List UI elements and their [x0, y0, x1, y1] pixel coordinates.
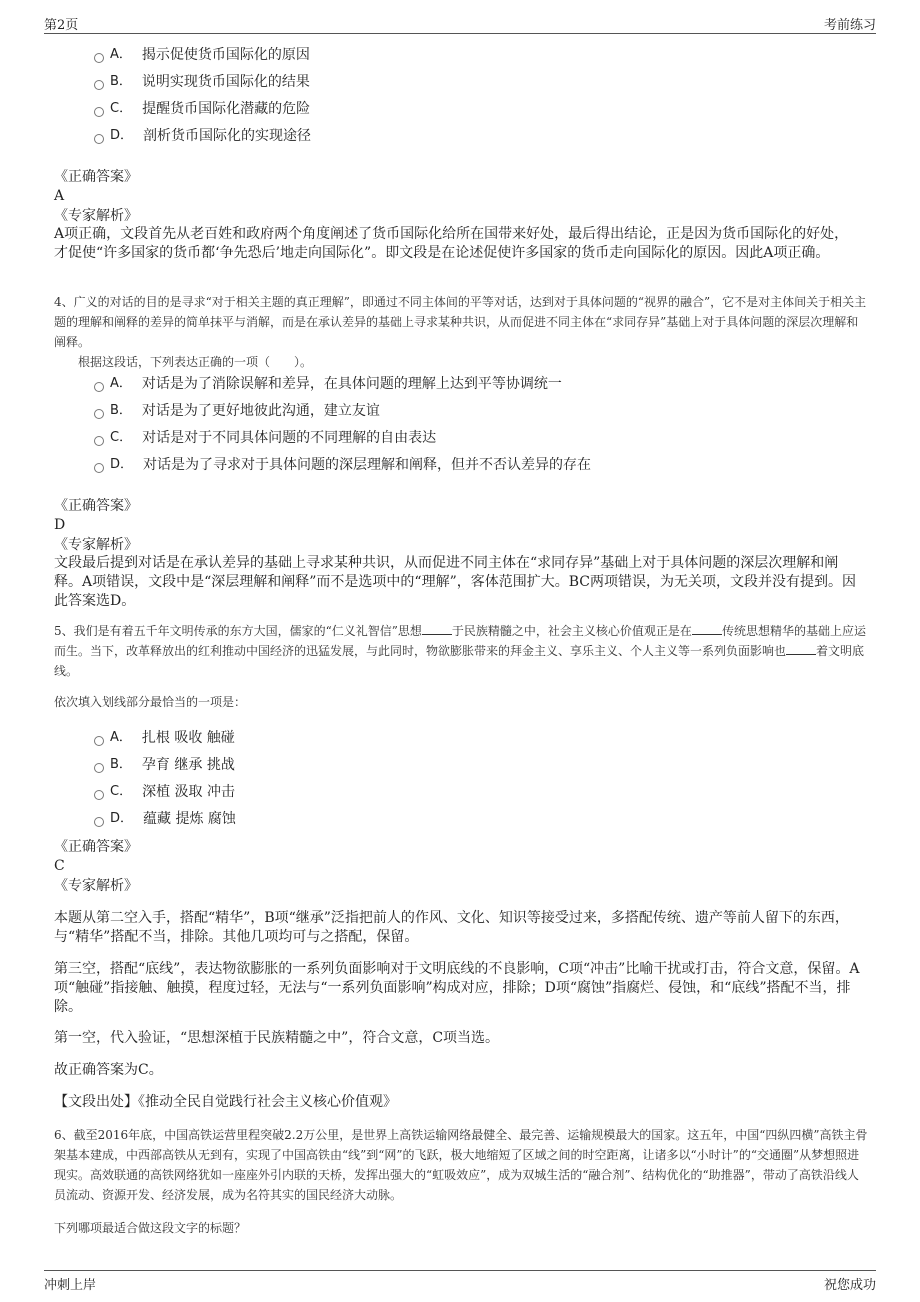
analysis-label: 《专家解析》: [54, 878, 138, 894]
footer-right: 祝您成功: [823, 1278, 876, 1293]
analysis-paragraph: 故正确答案为C。: [54, 1062, 163, 1078]
radio-icon[interactable]: [94, 409, 104, 419]
radio-icon[interactable]: [94, 790, 104, 800]
answer-label: 《正确答案》: [54, 839, 138, 855]
source-note: 【文段出处】《推动全民自觉践行社会主义核心价值观》: [54, 1094, 397, 1110]
option-c[interactable]: C． 深植 汲取 冲击: [94, 783, 235, 801]
answer-label: 《正确答案》: [54, 169, 138, 185]
analysis-paragraph: 本题从第二空入手，搭配“精华”，B项“继承”泛指把前人的作风、文化、知识等接受过来，多搭配传统、遗产等前人留下的东西，与“精华”搭配不当，排除。其他几项均可与之搭配，保留。: [54, 910, 849, 945]
option-a[interactable]: A． 揭示促使货币国际化的原因: [94, 46, 310, 64]
footer-left: 冲刺上岸: [44, 1278, 97, 1293]
radio-icon[interactable]: [94, 107, 104, 117]
analysis-text: 文段最后提到对话是在承认差异的基础上寻求某种共识，从而促进不同主体在“求同存异”基础上对于具体问题的深层次理解和阐释。A项错误，文段中是“深层理解和阐释”而不是选项中的“理解”，客体范围扩大。BC两项错误，为无关项，文段并没有提到。因此答案选D。: [54, 555, 856, 609]
answer-label: 《正确答案》: [54, 498, 138, 514]
answer-value: C: [54, 858, 65, 874]
radio-icon[interactable]: [94, 382, 104, 392]
question-stem: 6、截至2016年底，中国高铁运营里程突破2.2万公里，是世界上高铁运输网络最健全、最完善、运输规模最大的国家。这五年，中国“四纵四横”高铁主骨架基本建成，中西部高铁从无到有，实现了中国高铁由“线”到“网”的飞跃，极大地缩短了区域之间的时空距离，让诸多以“小时计”的“交通圈”从梦想照进现实。高效联通的高铁网络犹如一座座外引内联的天桥，发挥出强大的“虹吸效应”，成为双城生活的“融合剂”、结构优化的“助推器”，带动了高铁沿线人员流动、资源开发、经济发展，成为名符其实的国民经济大动脉。: [54, 1128, 868, 1202]
question-prompt: 根据这段话，下列表达正确的一项（ ）。: [78, 355, 313, 369]
radio-icon[interactable]: [94, 736, 104, 746]
header-title: 考前练习: [823, 18, 876, 33]
option-a[interactable]: A． 扎根 吸收 触碰: [94, 729, 235, 747]
option-b[interactable]: B． 说明实现货币国际化的结果: [94, 73, 310, 91]
footer-divider: [44, 1270, 876, 1271]
radio-icon[interactable]: [94, 763, 104, 773]
radio-icon[interactable]: [94, 817, 104, 827]
radio-icon[interactable]: [94, 436, 104, 446]
option-d[interactable]: D． 蕴藏 提炼 腐蚀: [94, 810, 236, 828]
analysis-label: 《专家解析》: [54, 208, 138, 224]
option-a[interactable]: A． 对话是为了消除误解和差异，在具体问题的理解上达到平等协调统一: [94, 375, 562, 393]
analysis-paragraph: 第一空，代入验证，“思想深植于民族精髓之中”，符合文意，C项当选。: [54, 1030, 500, 1046]
radio-icon[interactable]: [94, 80, 104, 90]
option-d[interactable]: D． 对话是为了寻求对于具体问题的深层理解和阐释，但并不否认差异的存在: [94, 456, 591, 474]
question-prompt: 下列哪项最适合做这段文字的标题？: [54, 1221, 247, 1235]
radio-icon[interactable]: [94, 463, 104, 473]
option-b[interactable]: B． 孕育 继承 挑战: [94, 756, 235, 774]
page-number: 第2页: [44, 18, 79, 33]
option-c[interactable]: C． 对话是对于不同具体问题的不同理解的自由表达: [94, 429, 436, 447]
question-stem: 5、我们是有着五千年文明传承的东方大国，儒家的“仁义礼智信”思想 于民族精髓之中，社会主义核心价值观正是在 传统思想精华的基础上应运而生。当下，改革释放出的红利推动中国经济的迅猛发展，与此同时，物欲膨胀带来的拜金主义、享乐主义、个人主义等一系列负面影响也 着文明底线。: [54, 624, 866, 678]
fill-blank: [786, 644, 816, 655]
answer-value: A: [54, 188, 65, 204]
radio-icon[interactable]: [94, 53, 104, 63]
analysis-text: A项正确，文段首先从老百姓和政府两个角度阐述了货币国际化给所在国带来好处，最后得出结论，正是因为货币国际化的好处，才促使“许多国家的货币都‘争先恐后’地走向国际化”。即文段是在论述促使许多国家的货币走向国际化的原因。因此A项正确。: [54, 226, 849, 261]
question-stem: 4、广义的对话的目的是寻求“对于相关主题的真正理解”，即通过不同主体间的平等对话，达到对于具体问题的“视界的融合”，它不是对主体间关于相关主题的理解和阐释的差异的简单抹平与消解，而是在承认差异的基础上寻求某种共识，从而促进不同主体在“求同存异”基础上对于具体问题的深层次理解和阐释。: [54, 295, 867, 349]
radio-icon[interactable]: [94, 134, 104, 144]
analysis-label: 《专家解析》: [54, 537, 138, 553]
page-header: [0, 0, 920, 36]
analysis-paragraph: 第三空，搭配“底线”，表达物欲膨胀的一系列负面影响对于文明底线的不良影响，C项“冲击”比喻干扰或打击，符合文意，保留。A项“触碰”指接触、触摸，程度过轻，无法与“一系列负面影响”构成对应，排除；D项“腐蚀”指腐烂、侵蚀，和“底线”搭配不当，排除。: [54, 961, 860, 1015]
header-divider: [44, 33, 876, 34]
question-prompt: 依次填入划线部分最恰当的一项是：: [54, 695, 247, 709]
option-d[interactable]: D． 剖析货币国际化的实现途径: [94, 127, 311, 145]
fill-blank: [692, 624, 722, 635]
answer-value: D: [54, 517, 66, 533]
fill-blank: [422, 624, 452, 635]
option-c[interactable]: C． 提醒货币国际化潜藏的危险: [94, 100, 310, 118]
option-b[interactable]: B． 对话是为了更好地彼此沟通，建立友谊: [94, 402, 380, 420]
